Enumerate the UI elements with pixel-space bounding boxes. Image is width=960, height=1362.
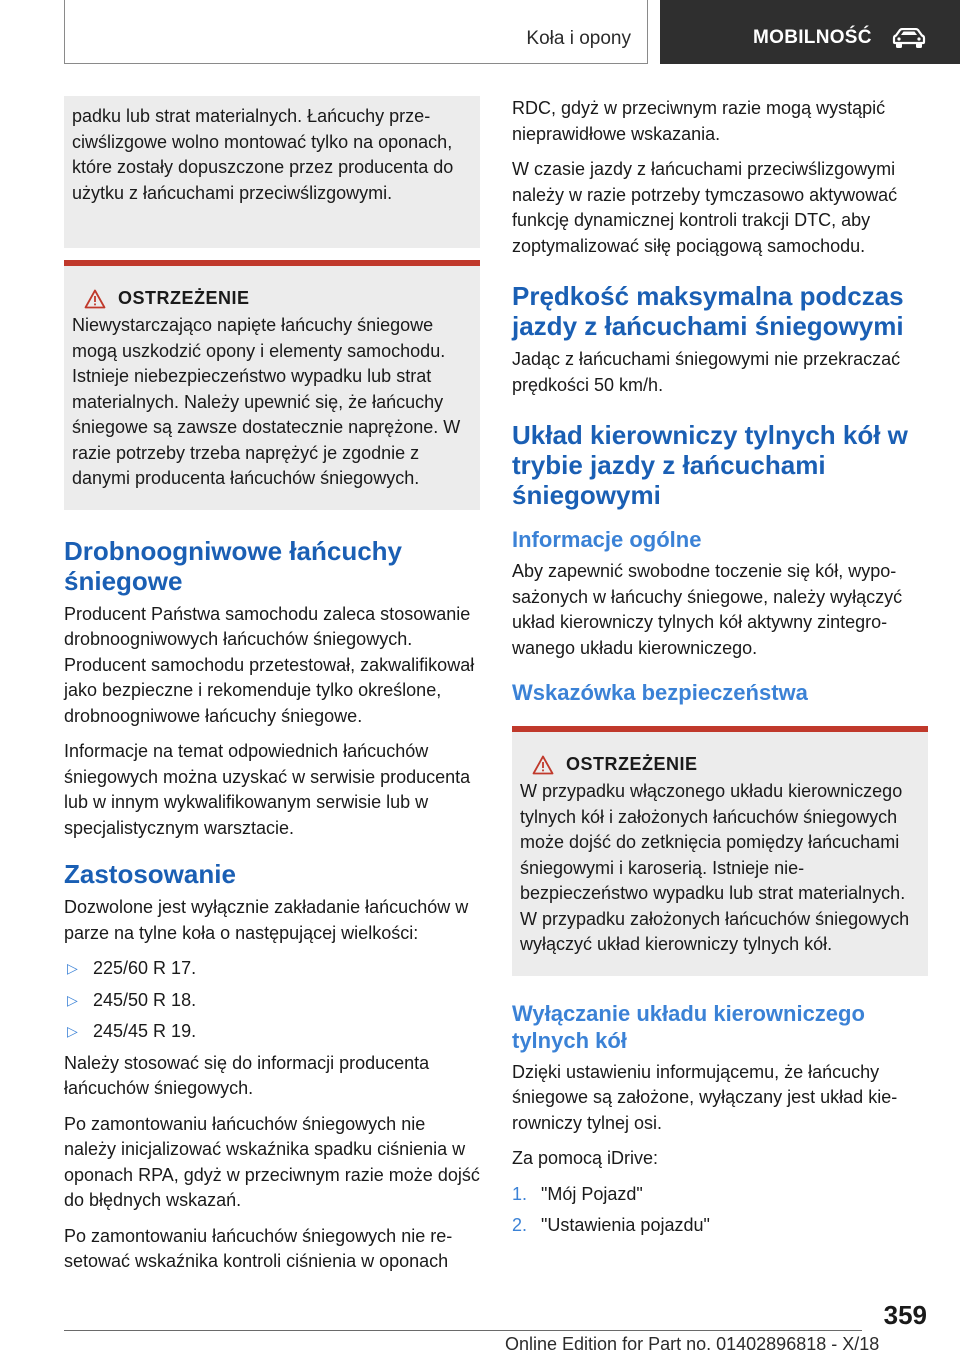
warning-header <box>532 754 920 775</box>
triangle-bullet-icon: ▷ <box>67 960 78 976</box>
warning-text: Niewystarczająco napięte łańcuchy śniegowe mogą uszkodzić opony i elementy samochodu. Istnieje niebezpieczeństwo wypadku lub strat materialnych. Należy upewnić się, że łańcuchy śniegowe są zawsze dostatecznie naprężone. W razie potrzeby trzeba naprężyć je zgodnie z danymi producenta łańcuchów śniegowych. <box>72 315 461 488</box>
paragraph-general-info: Aby zapewnić swobodne toczenie się kół, wyposażonych w łańcuchy śniegowe, należy wyłączyć układ kierowniczy tylnych kół aktywny zintegrowanego układu kierowniczego. <box>512 561 903 658</box>
warning-triangle-icon <box>532 755 554 775</box>
paragraph-disable-rear-steering: Dzięki ustawieniu informującemu, że łańcuchy śniegowe są założone, wyłączany jest układ kierowniczy tylnej osi. <box>512 1061 898 1133</box>
list-item: 1. "Mój Pojazd" <box>512 1183 643 1204</box>
page-number: 359 <box>883 1300 927 1330</box>
warning-title: OSTRZEŻENIE <box>118 288 250 308</box>
heading-disable-rear-steering: Wyłączanie układu kierowniczego tylnych kół <box>512 1000 865 1053</box>
header-section-tab <box>64 0 648 64</box>
heading-max-speed: Prędkość maksymalna podczas jazdy z łańcuchami śniegowymi <box>512 281 904 341</box>
triangle-bullet-icon: ▷ <box>67 1023 78 1039</box>
warning-title: OSTRZEŻENIE <box>566 754 698 774</box>
list-item: ▷ 225/60 R 17. <box>64 956 480 982</box>
paragraph-fine-link-1: Producent Państwa samochodu zaleca stosowanie drobnoogniwowych łańcuchów śniegowych. Producent samochodu przetestował, zakwalifikował jako bezpieczne i rekomenduje tylko określone, drobnoogniwowe łańcuchy śniegowe. <box>64 603 475 726</box>
right-column <box>512 96 928 1245</box>
left-column <box>64 96 480 1285</box>
paragraph-application-4: Po zamontowaniu łańcuchów śniegowych nie resetować wskaźnika kontroli ciśnienia w oponach <box>64 1225 453 1271</box>
continued-warning-box <box>64 96 480 248</box>
list-item: 2. "Ustawienia pojazdu" <box>512 1215 710 1235</box>
footer-divider <box>64 1330 862 1331</box>
footer-edition: Online Edition for Part no. 01402896818 - X/18 <box>505 1334 880 1354</box>
paragraph-dtc: W czasie jazdy z łańcuchami przeciwślizgowymi należy w razie potrzeby tymczasowo aktywować funkcję dynamicznej kontroli trakcji DTC, aby zoptymalizować siłę pociągową samochodu. <box>512 159 898 256</box>
car-icon <box>891 28 927 50</box>
idrive-steps-list <box>512 1182 928 1239</box>
paragraph-application-2: Należy stosować się do informacji producenta łańcuchów śniegowych. <box>64 1052 430 1098</box>
list-item: ▷ 245/50 R 18. <box>64 988 480 1014</box>
heading-fine-link-chains: Drobnoogniwowe łańcuchy śniegowe <box>64 535 403 596</box>
paragraph-max-speed: Jadąc z łańcuchami śniegowymi nie przekraczać prędkości 50 km/h. <box>512 349 901 395</box>
continued-warning-text: padku lub strat materialnych. Łańcuchy przeciwślizgowe wolno montować tylko na oponach, które zostały dopuszczone przez producenta do użytku z łańcuchami przeciwślizgowymi. <box>72 106 454 203</box>
paragraph-application-1: Dozwolone jest wyłącznie zakładanie łańcuchów w parze na tylne koła o następującej wielkości: <box>64 897 469 943</box>
warning-triangle-icon <box>84 289 106 309</box>
paragraph-rdc-continued: RDC, gdyż w przeciwnym razie mogą wystąpić nieprawidłowe wskazania. <box>512 98 886 144</box>
paragraph-application-3: Po zamontowaniu łańcuchów śniegowych nie należy inicjalizować wskaźnika spadku ciśnienia w oponach RPA, gdyż w przeciwnym razie może dojść do błędnych wskazań. <box>64 1113 480 1210</box>
heading-safety-note: Wskazówka bezpieczeństwa <box>512 680 808 705</box>
heading-general-info: Informacje ogólne <box>512 527 702 552</box>
warning-box-rear-steering <box>512 726 928 976</box>
heading-rear-steering: Układ kierowniczy tylnych kół w trybie jazdy z łańcuchami śniegowymi <box>512 420 908 510</box>
heading-application: Zastosowanie <box>64 859 236 889</box>
warning-text: W przypadku włączonego układu kierowniczego tylnych kół i założonych łańcuchów śniegowych może dojść do zetknięcia pomiędzy łańcuchami śniegowymi i karoserią. Istnieje niebezpieczeństwo wypadku lub strat materialnych. W przypadku założonych łańcuchów śniegowych wyłączyć układ kierowniczy tylnych kół. <box>520 781 910 954</box>
paragraph-idrive: Za pomocą iDrive: <box>512 1148 659 1168</box>
section-title: Koła i opony <box>526 28 631 49</box>
chapter-title: MOBILNOŚĆ <box>753 27 872 48</box>
warning-box-chains-tension <box>64 260 480 510</box>
triangle-bullet-icon: ▷ <box>67 991 78 1008</box>
warning-header <box>84 288 472 309</box>
paragraph-fine-link-2: Informacje na temat odpowiednich łańcuchów śniegowych można uzyskać w serwisie producenta lub w innym wykwalifikowanym serwisie lub w specjalistycznym warsztacie. <box>64 741 471 838</box>
header-chapter-tab <box>660 0 960 64</box>
list-item: ▷ 245/45 R 19. <box>64 1019 480 1045</box>
tyre-size-list <box>64 956 480 1045</box>
